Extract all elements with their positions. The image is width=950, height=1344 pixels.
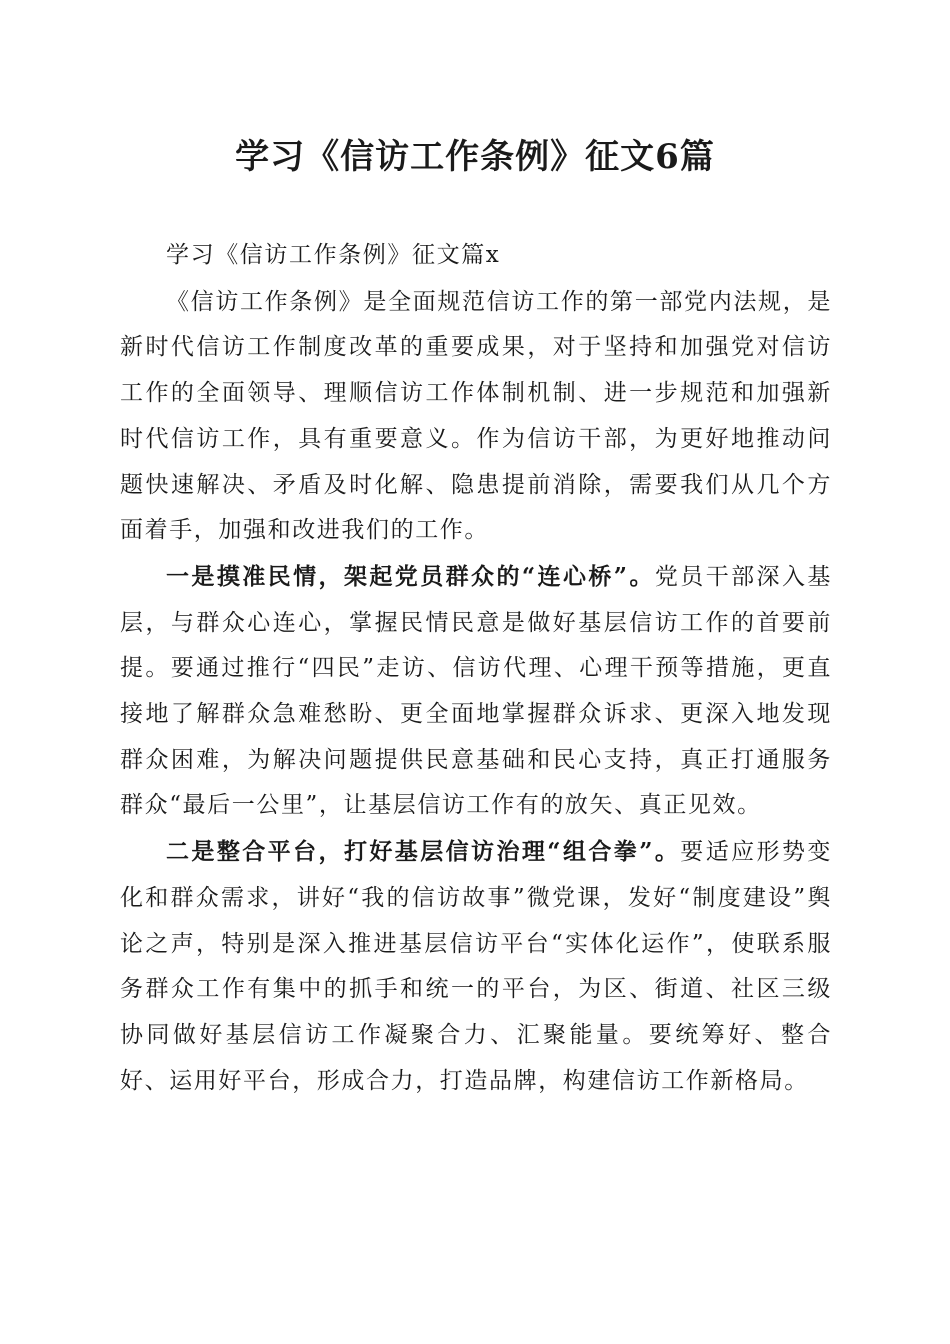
paragraph-lead: 二是整合平台，打好基层信访治理“组合拳”。 — [166, 838, 681, 866]
paragraph-lead: 一是摸准民情，架起党员群众的“连心桥”。 — [166, 562, 655, 590]
paragraph-text: 要适应形势变化和群众需求，讲好“我的信访故事”微党课，发好“制度建设”舆论之声，特别是深入推进基层信访平台“实体化运作”，使联系服务群众工作有集中的抓手和统一的平台，为区、街道、社区三级协同做好基层信访工作凝聚合力、汇聚能量。要统筹好、整合好、运用好平台，形成合力，打造品牌，构建信访工作新格局。 — [120, 839, 832, 1094]
document-title: 学习《信访工作条例》征文6篇 — [235, 137, 715, 177]
section-subtitle: 学习《信访工作条例》征文篇x — [166, 242, 501, 268]
paragraph-text: 党员干部深入基层，与群众心连心，掌握民情民意是做好基层信访工作的首要前提。要通过推行“四民”走访、信访代理、心理干预等措施，更直接地了解群众急难愁盼、更全面地掌握群众诉求、更深入地发现群众困难，为解决问题提供民意基础和民心支持，真正打通服务群众“最后一公里”，让基层信访工作有的放矢、真正见效。 — [120, 563, 832, 819]
paragraph-point-2 — [120, 829, 832, 1104]
paragraph-point-1 — [120, 554, 832, 829]
paragraph-intro — [120, 279, 832, 554]
paragraph-text: 《信访工作条例》是全面规范信访工作的第一部党内法规，是新时代信访工作制度改革的重要成果，对于坚持和加强党对信访工作的全面领导、理顺信访工作体制机制、进一步规范和加强新时代信访工作，具有重要意义。作为信访干部，为更好地推动问题快速解决、矛盾及时化解、隐患提前消除，需要我们从几个方面着手，加强和改进我们的工作。 — [120, 288, 832, 544]
document-body — [120, 233, 832, 1104]
